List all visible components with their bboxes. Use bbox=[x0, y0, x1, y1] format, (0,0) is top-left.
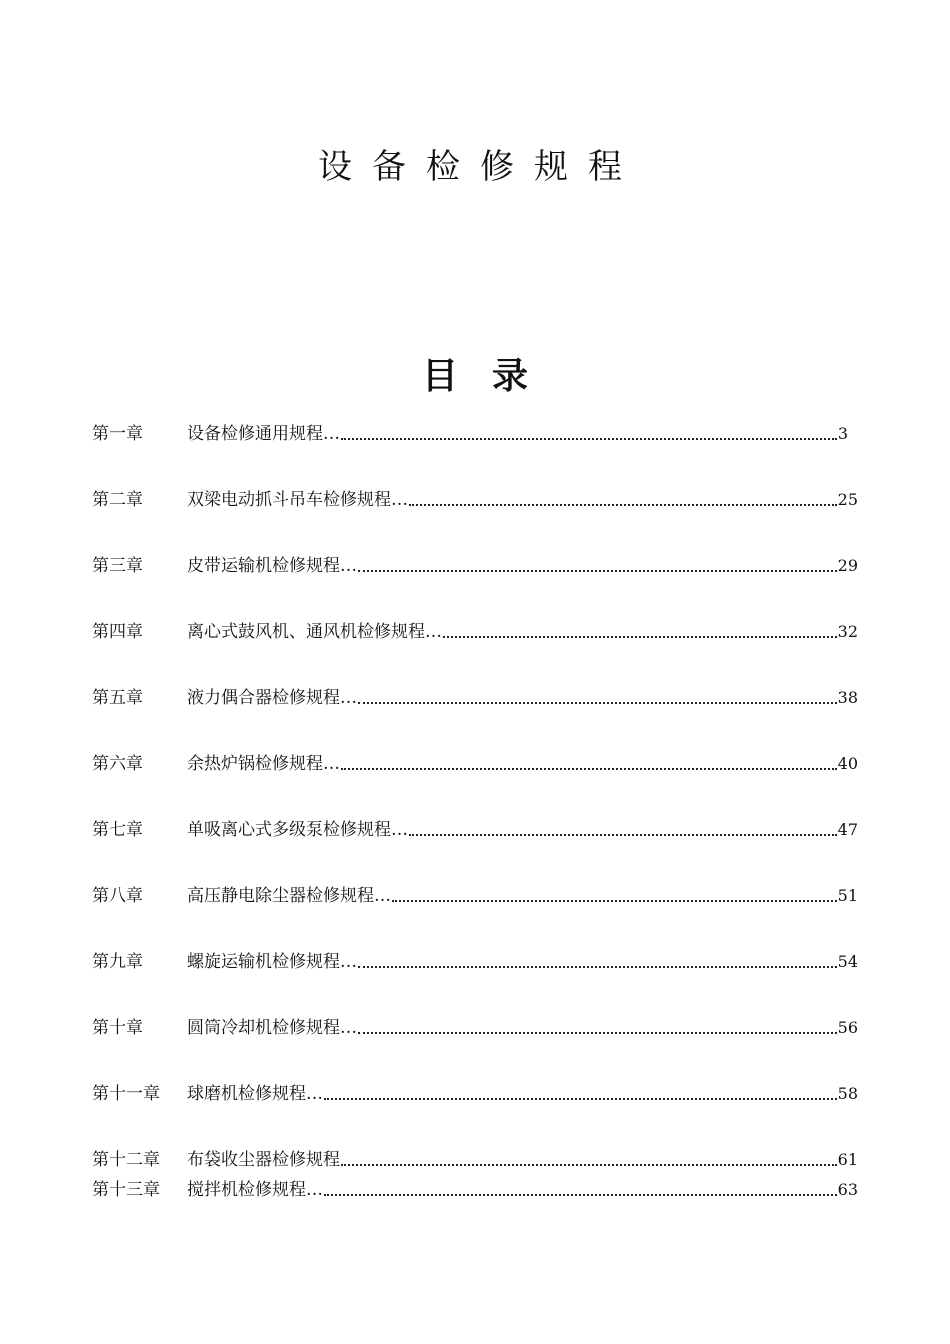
toc-entry[interactable] bbox=[92, 1178, 858, 1202]
dot-leader bbox=[443, 636, 837, 638]
dot-leader bbox=[358, 966, 837, 968]
dot-leader bbox=[409, 504, 837, 506]
dot-leader bbox=[358, 702, 837, 704]
chapter-title: 搅拌机检修规程… bbox=[187, 1180, 323, 1200]
chapter-number: 第二章 bbox=[92, 490, 143, 510]
page-number: 25 bbox=[837, 490, 858, 509]
chapter-number: 第十一章 bbox=[92, 1084, 160, 1104]
chapter-number: 第八章 bbox=[92, 886, 143, 906]
toc-entry[interactable] bbox=[92, 818, 858, 842]
toc-entry[interactable] bbox=[92, 1148, 858, 1172]
chapter-title: 布袋收尘器检修规程 bbox=[187, 1150, 340, 1170]
chapter-number: 第五章 bbox=[92, 688, 143, 708]
chapter-number: 第十二章 bbox=[92, 1150, 160, 1170]
page-number: 32 bbox=[837, 622, 858, 641]
chapter-title: 余热炉锅检修规程… bbox=[187, 754, 340, 774]
dot-leader bbox=[392, 900, 837, 902]
toc-entry[interactable] bbox=[92, 620, 858, 644]
dot-leader bbox=[324, 1194, 837, 1196]
toc-entry[interactable] bbox=[92, 686, 858, 710]
chapter-number: 第四章 bbox=[92, 622, 143, 642]
chapter-title: 设备检修通用规程… bbox=[187, 424, 340, 444]
toc-heading: 目录 bbox=[421, 356, 562, 397]
document-title: 设备检修规程 bbox=[318, 147, 642, 187]
dot-leader bbox=[341, 438, 837, 440]
chapter-title: 双梁电动抓斗吊车检修规程… bbox=[187, 490, 408, 510]
chapter-title: 圆筒冷却机检修规程… bbox=[187, 1018, 357, 1038]
dot-leader bbox=[409, 834, 837, 836]
chapter-title: 螺旋运输机检修规程… bbox=[187, 952, 357, 972]
page-number: 54 bbox=[837, 952, 858, 971]
toc-entry[interactable] bbox=[92, 884, 858, 908]
page-number: 61 bbox=[837, 1150, 858, 1169]
dot-leader bbox=[358, 1032, 837, 1034]
toc-entry[interactable] bbox=[92, 950, 858, 974]
chapter-number: 第十章 bbox=[92, 1018, 143, 1038]
toc-entry[interactable] bbox=[92, 554, 858, 578]
page-number: 58 bbox=[837, 1084, 858, 1103]
toc-entry[interactable] bbox=[92, 1016, 858, 1040]
dot-leader bbox=[341, 768, 837, 770]
dot-leader bbox=[358, 570, 837, 572]
page-number: 56 bbox=[837, 1018, 858, 1037]
dot-leader bbox=[341, 1164, 837, 1166]
table-of-contents bbox=[92, 0, 858, 1344]
page-number: 38 bbox=[837, 688, 858, 707]
dot-leader bbox=[324, 1098, 837, 1100]
chapter-number: 第十三章 bbox=[92, 1180, 160, 1200]
page-number: 3 bbox=[837, 424, 848, 443]
chapter-title: 单吸离心式多级泵检修规程… bbox=[187, 820, 408, 840]
chapter-number: 第七章 bbox=[92, 820, 143, 840]
chapter-number: 第九章 bbox=[92, 952, 143, 972]
page-number: 63 bbox=[837, 1180, 858, 1199]
chapter-title: 球磨机检修规程… bbox=[187, 1084, 323, 1104]
chapter-title: 液力偶合器检修规程… bbox=[187, 688, 357, 708]
toc-entry[interactable] bbox=[92, 422, 858, 446]
chapter-number: 第六章 bbox=[92, 754, 143, 774]
chapter-title: 离心式鼓风机、通风机检修规程… bbox=[187, 622, 442, 642]
page-number: 51 bbox=[837, 886, 858, 905]
toc-entry[interactable] bbox=[92, 488, 858, 512]
page-number: 47 bbox=[837, 820, 858, 839]
chapter-number: 第一章 bbox=[92, 424, 143, 444]
toc-entry[interactable] bbox=[92, 752, 858, 776]
chapter-title: 高压静电除尘器检修规程… bbox=[187, 886, 391, 906]
chapter-title: 皮带运输机检修规程… bbox=[187, 556, 357, 576]
page-number: 40 bbox=[837, 754, 858, 773]
chapter-number: 第三章 bbox=[92, 556, 143, 576]
page-number: 29 bbox=[837, 556, 858, 575]
toc-entry[interactable] bbox=[92, 1082, 858, 1106]
